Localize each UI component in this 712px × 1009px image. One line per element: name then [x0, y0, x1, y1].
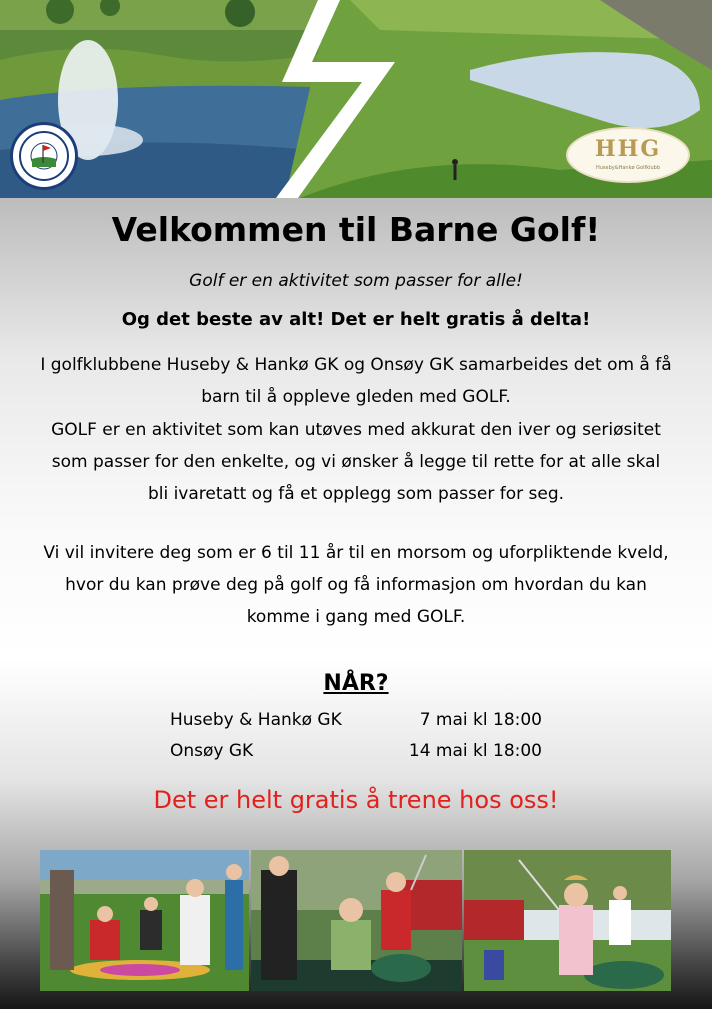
free-participation-highlight: Og det beste av alt! Det er helt gratis å delta!	[121, 309, 591, 330]
schedule-time: 14 mai kl 18:00	[408, 741, 542, 761]
when-heading: NÅR?	[323, 671, 389, 696]
schedule-list	[170, 710, 550, 772]
girl-swinging-photo	[464, 850, 671, 991]
header-banner	[0, 0, 712, 198]
subtitle: Golf er en aktivitet som passer for alle!	[189, 271, 523, 291]
huseby-hanko-logo	[566, 127, 690, 183]
invitation-paragraph: Vi vil invitere deg som er 6 til 11 år til en morsom og uforpliktende kveld, hvor du kan prøve deg på golf og få informasjon om hvordan du kan komme i gang med GOLF.	[43, 543, 669, 627]
schedule-club: Onsøy GK	[170, 741, 254, 761]
golf-description-paragraph: GOLF er en aktivitet som kan utøves med akkurat den iver og seriøsitet som passer for den enkelte, og vi ønsker å legge til rette for at alle skal bli ivaretatt og få et opplegg som passer for seg.	[51, 420, 661, 504]
schedule-row	[170, 710, 550, 741]
onsoy-golfklubb-logo	[10, 122, 78, 190]
hhg-logo-subtext: Huseby&Hankø Golfklubb	[595, 165, 661, 171]
page-title: Velkommen til Barne Golf!	[111, 210, 601, 249]
kids-driving-range-photo	[251, 850, 462, 991]
schedule-row	[170, 741, 550, 772]
intro-paragraph: I golfklubbene Huseby & Hankø GK og Onsøy GK samarbeides det om å få barn til å oppleve gleden med GOLF.	[40, 355, 672, 407]
photo-strip	[40, 850, 671, 991]
free-training-line: Det er helt gratis å trene hos oss!	[153, 786, 559, 814]
schedule-club: Huseby & Hankø GK	[170, 710, 342, 730]
schedule-time: 7 mai kl 18:00	[419, 710, 542, 730]
kids-putting-photo	[40, 850, 249, 991]
hhg-logo-text: HHG	[594, 136, 662, 162]
flag-icon	[13, 125, 75, 187]
